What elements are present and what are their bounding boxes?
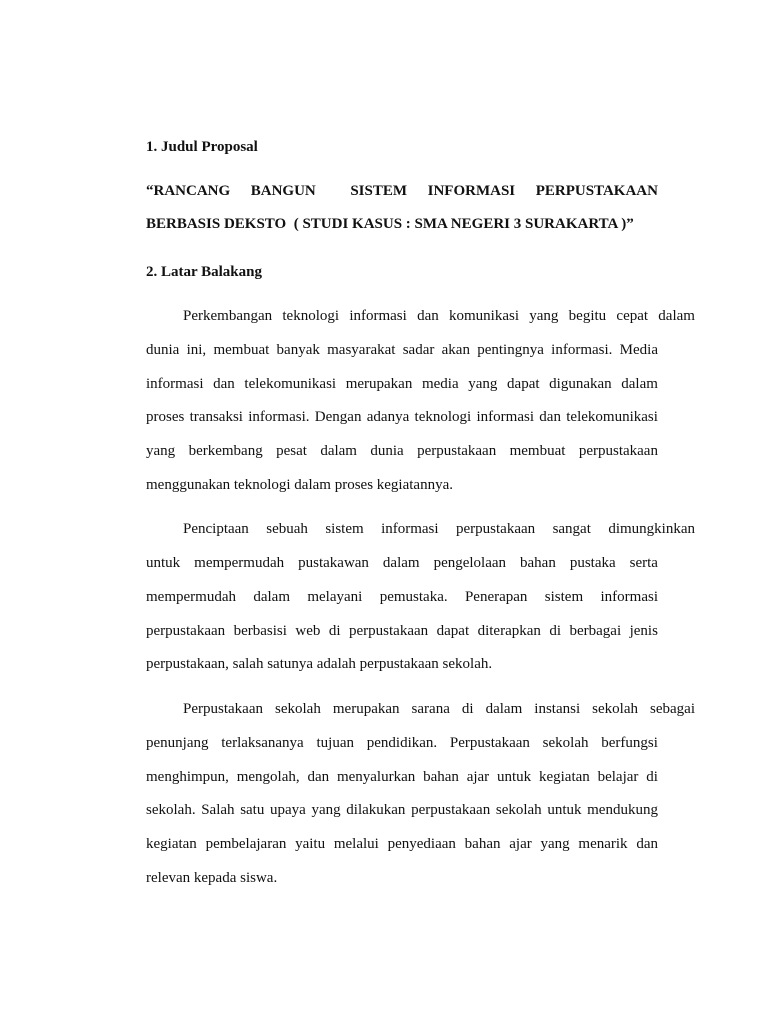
word: upaya bbox=[270, 802, 306, 818]
word: komunikasi bbox=[448, 308, 519, 324]
paragraph-line: perpustakaan, salah satunya adalah perpustakaan sekolah. bbox=[146, 656, 493, 672]
word: teknologi bbox=[282, 308, 340, 324]
word: Dengan bbox=[314, 409, 362, 425]
word: terlaksananya bbox=[221, 735, 304, 751]
paragraph-line bbox=[146, 800, 658, 820]
word: informasi bbox=[381, 521, 439, 537]
word: dan bbox=[539, 409, 561, 425]
word: jenis bbox=[629, 623, 658, 639]
word: sistem bbox=[325, 521, 364, 537]
word: sebagai bbox=[650, 701, 695, 717]
word: banyak bbox=[276, 342, 320, 358]
word: melayani bbox=[307, 589, 363, 605]
paragraph-line bbox=[146, 587, 658, 607]
title-word: PERPUSTAKAAN bbox=[535, 183, 658, 199]
proposal-title-line-2: BERBASIS DEKSTO ( STUDI KASUS : SMA NEGERI 3 SURAKARTA )” bbox=[146, 216, 634, 232]
word: ajar bbox=[509, 836, 532, 852]
word: adanya bbox=[366, 409, 410, 425]
word: sadar bbox=[402, 342, 435, 358]
word: mempermudah bbox=[194, 555, 285, 571]
word: sekolah bbox=[592, 701, 638, 717]
word: akan bbox=[441, 342, 470, 358]
word: menyalurkan bbox=[336, 769, 416, 785]
word: dan bbox=[307, 769, 330, 785]
word: perpustakaan bbox=[417, 443, 497, 459]
word: dapat bbox=[507, 376, 540, 392]
word: dan bbox=[213, 376, 235, 392]
word: yang bbox=[468, 376, 498, 392]
paragraph-line bbox=[146, 834, 658, 854]
word: bahan bbox=[423, 769, 459, 785]
word: mengolah, bbox=[236, 769, 300, 785]
paragraph-line bbox=[146, 374, 658, 394]
paragraph-line bbox=[146, 306, 695, 326]
paragraph-line bbox=[146, 553, 658, 573]
word: di bbox=[328, 623, 341, 639]
word: berbasisi bbox=[233, 623, 287, 639]
word: berkembang bbox=[188, 443, 263, 459]
word: pengelolaan bbox=[433, 555, 507, 571]
word: Salah bbox=[201, 802, 235, 818]
word: yang bbox=[540, 836, 570, 852]
word: mempermudah bbox=[146, 589, 236, 605]
word: pembelajaran bbox=[205, 836, 287, 852]
word: perpustakaan bbox=[411, 802, 491, 818]
word: dalam bbox=[382, 555, 420, 571]
word: serta bbox=[629, 555, 658, 571]
word: dunia bbox=[146, 342, 180, 358]
paragraph-line bbox=[146, 733, 658, 753]
word: dunia bbox=[370, 443, 404, 459]
word: dalam bbox=[621, 376, 658, 392]
title-word: SISTEM bbox=[350, 183, 408, 199]
word: transaksi bbox=[189, 409, 243, 425]
word: pesat bbox=[276, 443, 307, 459]
word: pentingnya bbox=[477, 342, 544, 358]
word: tujuan bbox=[316, 735, 354, 751]
word: dimungkinkan bbox=[608, 521, 695, 537]
word: penyediaan bbox=[387, 836, 456, 852]
word: di bbox=[646, 769, 658, 785]
proposal-title-line-1 bbox=[146, 181, 658, 201]
word: yaitu bbox=[295, 836, 326, 852]
word: proses bbox=[146, 409, 185, 425]
word: Penerapan bbox=[464, 589, 528, 605]
word: sangat bbox=[552, 521, 591, 537]
word: kegiatan bbox=[146, 836, 197, 852]
word: sekolah bbox=[542, 735, 589, 751]
word: informasi. bbox=[248, 409, 310, 425]
word: masyarakat bbox=[327, 342, 396, 358]
word: bahan bbox=[464, 836, 501, 852]
paragraph-line bbox=[146, 621, 658, 641]
paragraph-line: menggunakan teknologi dalam proses kegiatannya. bbox=[146, 477, 453, 493]
paragraph-line bbox=[146, 441, 658, 461]
word: informasi bbox=[600, 589, 658, 605]
word: Perkembangan bbox=[183, 308, 273, 324]
paragraph-line bbox=[146, 519, 695, 539]
word: menarik bbox=[578, 836, 628, 852]
title-word: INFORMASI bbox=[427, 183, 516, 199]
word: Perpustakaan bbox=[449, 735, 530, 751]
word: dapat bbox=[436, 623, 470, 639]
word: perpustakaan bbox=[578, 443, 658, 459]
word: dalam bbox=[658, 308, 695, 324]
word: yang bbox=[146, 443, 176, 459]
word: telekomunikasi bbox=[244, 376, 337, 392]
word: Perpustakaan bbox=[183, 701, 263, 717]
word: dan bbox=[636, 836, 658, 852]
paragraph-line bbox=[146, 407, 658, 427]
word: dan bbox=[417, 308, 439, 324]
word: sebuah bbox=[266, 521, 308, 537]
word: merupakan bbox=[345, 376, 413, 392]
word: sarana bbox=[411, 701, 450, 717]
word: dalam bbox=[320, 443, 357, 459]
word: informasi bbox=[349, 308, 407, 324]
title-word: “RANCANG bbox=[146, 183, 231, 199]
word: digunakan bbox=[549, 376, 612, 392]
paragraph-line bbox=[146, 767, 658, 787]
word: Media bbox=[619, 342, 658, 358]
word: untuk bbox=[547, 802, 582, 818]
word: dilakukan bbox=[346, 802, 406, 818]
word: informasi bbox=[476, 409, 534, 425]
section-2-heading: 2. Latar Balakang bbox=[146, 264, 262, 280]
word: informasi bbox=[146, 376, 204, 392]
word: menghimpun, bbox=[146, 769, 229, 785]
word: berfungsi bbox=[601, 735, 658, 751]
word: untuk bbox=[497, 769, 532, 785]
word: untuk bbox=[146, 555, 181, 571]
word: mendukung bbox=[587, 802, 658, 818]
word: dalam bbox=[253, 589, 290, 605]
word: merupakan bbox=[332, 701, 400, 717]
title-word: BANGUN bbox=[250, 183, 316, 199]
word: diterapkan bbox=[477, 623, 541, 639]
word: perpustakaan bbox=[146, 623, 226, 639]
word: pustakawan bbox=[298, 555, 369, 571]
word: bahan bbox=[520, 555, 556, 571]
word: pendidikan. bbox=[366, 735, 438, 751]
word: perpustakaan bbox=[456, 521, 536, 537]
section-1-heading: 1. Judul Proposal bbox=[146, 139, 258, 155]
paragraph-line bbox=[146, 340, 658, 360]
word: teknologi bbox=[414, 409, 472, 425]
word: berbagai bbox=[569, 623, 622, 639]
word: media bbox=[421, 376, 459, 392]
word: instansi bbox=[534, 701, 581, 717]
word: perpustakaan bbox=[349, 623, 429, 639]
word: sistem bbox=[544, 589, 584, 605]
word: pemustaka. bbox=[379, 589, 448, 605]
word: Penciptaan bbox=[183, 521, 249, 537]
word: ajar bbox=[466, 769, 490, 785]
word: yang bbox=[311, 802, 341, 818]
paragraph-line bbox=[146, 699, 695, 719]
word: begitu bbox=[568, 308, 607, 324]
word: sekolah. bbox=[146, 802, 196, 818]
word: ini, bbox=[186, 342, 207, 358]
word: satu bbox=[240, 802, 265, 818]
word: belajar bbox=[597, 769, 639, 785]
word: membuat bbox=[509, 443, 566, 459]
word: di bbox=[461, 701, 474, 717]
word: yang bbox=[529, 308, 559, 324]
word: cepat bbox=[616, 308, 649, 324]
word: informasi. bbox=[551, 342, 613, 358]
paragraph-line: relevan kepada siswa. bbox=[146, 870, 278, 886]
word: di bbox=[549, 623, 562, 639]
word: kegiatan bbox=[538, 769, 590, 785]
word: telekomunikasi bbox=[566, 409, 658, 425]
word: sekolah bbox=[495, 802, 542, 818]
word: dalam bbox=[485, 701, 523, 717]
word: membuat bbox=[213, 342, 270, 358]
word: penunjang bbox=[146, 735, 209, 751]
word: sekolah bbox=[275, 701, 321, 717]
word: melalui bbox=[333, 836, 379, 852]
word: pustaka bbox=[569, 555, 616, 571]
word: web bbox=[295, 623, 321, 639]
